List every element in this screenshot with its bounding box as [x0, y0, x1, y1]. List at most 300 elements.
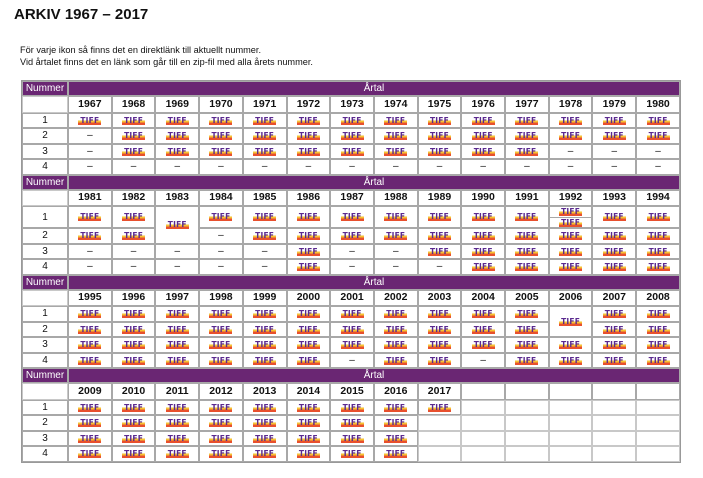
tiff-icon[interactable]: TIFF	[647, 309, 670, 318]
tiff-icon[interactable]: TIFF	[297, 434, 320, 443]
tiff-icon[interactable]: TIFF	[515, 309, 538, 318]
tiff-icon[interactable]: TIFF	[384, 325, 407, 334]
tiff-icon[interactable]: TIFF	[341, 403, 364, 412]
tiff-icon[interactable]: TIFF	[647, 247, 670, 256]
tiff-icon[interactable]: TIFF	[428, 403, 451, 412]
tiff-icon[interactable]: TIFF	[297, 131, 320, 140]
year-link[interactable]: 1974	[374, 96, 418, 113]
tiff-icon[interactable]: TIFF	[647, 325, 670, 334]
issue-cell	[287, 431, 331, 447]
empty-cell	[505, 446, 549, 462]
tiff-icon[interactable]: TIFF	[341, 340, 364, 349]
year-link[interactable]: 1969	[155, 96, 199, 113]
empty-cell	[592, 383, 636, 400]
issue-cell	[155, 306, 199, 322]
tiff-icon[interactable]: TIFF	[253, 309, 276, 318]
tiff-icon[interactable]: TIFF	[209, 356, 232, 365]
issue-cell	[330, 446, 374, 462]
tiff-icon[interactable]: TIFF	[297, 231, 320, 240]
dash: –	[261, 245, 268, 257]
tiff-icon[interactable]: TIFF	[297, 212, 320, 221]
tiff-icon[interactable]: TIFF	[603, 116, 626, 125]
tiff-icon[interactable]: TIFF	[472, 231, 495, 240]
tiff-icon[interactable]: TIFF	[647, 212, 670, 221]
tiff-icon[interactable]: TIFF	[78, 356, 101, 365]
tiff-icon[interactable]: TIFF	[297, 356, 320, 365]
tiff-icon[interactable]: TIFF	[297, 449, 320, 458]
tiff-icon[interactable]: TIFF	[384, 212, 407, 221]
tiff-icon[interactable]: TIFF	[122, 212, 145, 221]
year-link[interactable]: 2015	[330, 383, 374, 400]
tiff-icon[interactable]: TIFF	[122, 403, 145, 412]
tiff-icon[interactable]: TIFF	[428, 325, 451, 334]
tiff-icon[interactable]: TIFF	[209, 147, 232, 156]
year-link[interactable]: 2017	[418, 383, 462, 400]
tiff-icon[interactable]: TIFF	[297, 403, 320, 412]
tiff-icon[interactable]: TIFF	[647, 340, 670, 349]
tiff-icon[interactable]: TIFF	[515, 131, 538, 140]
tiff-icon[interactable]: TIFF	[122, 131, 145, 140]
empty-cell	[505, 431, 549, 447]
year-link[interactable]: 2002	[374, 290, 418, 307]
tiff-icon[interactable]: TIFF	[603, 262, 626, 271]
tiff-icon[interactable]: TIFF	[78, 449, 101, 458]
tiff-icon[interactable]: TIFF	[428, 356, 451, 365]
year-link[interactable]: 1987	[330, 190, 374, 207]
year-link[interactable]: 1999	[243, 290, 287, 307]
year-link[interactable]: 2009	[68, 383, 112, 400]
year-link[interactable]: 2007	[592, 290, 636, 307]
tiff-icon[interactable]: TIFF	[209, 449, 232, 458]
tiff-icon[interactable]: TIFF	[428, 247, 451, 256]
dash: –	[392, 245, 399, 257]
missing-issue	[68, 159, 112, 175]
dash: –	[87, 261, 93, 273]
issue-cell	[418, 400, 462, 416]
dash: –	[218, 230, 224, 242]
year-link[interactable]: 1989	[418, 190, 462, 207]
tiff-icon[interactable]: TIFF	[297, 247, 320, 256]
tiff-icon[interactable]: TIFF	[297, 340, 320, 349]
tiff-icon[interactable]: TIFF	[428, 131, 451, 140]
issue-cell	[461, 113, 505, 129]
tiff-icon[interactable]: TIFF	[384, 403, 407, 412]
tiff-icon[interactable]: TIFF	[166, 325, 189, 334]
tiff-icon[interactable]: TIFF	[166, 220, 189, 229]
issue-cell	[636, 306, 680, 322]
year-link[interactable]: 2005	[505, 290, 549, 307]
issue-cell	[592, 259, 636, 275]
tiff-icon[interactable]: TIFF	[122, 340, 145, 349]
tiff-icon[interactable]: TIFF	[384, 449, 407, 458]
empty-cell	[636, 415, 680, 431]
issue-row	[22, 113, 680, 129]
issue-cell	[418, 113, 462, 129]
tiff-icon[interactable]: TIFF	[253, 147, 276, 156]
year-link[interactable]: 2004	[461, 290, 505, 307]
tiff-icon[interactable]: TIFF	[78, 434, 101, 443]
tiff-icon[interactable]: TIFF	[384, 116, 407, 125]
tiff-icon[interactable]: TIFF	[384, 340, 407, 349]
issue-cell	[68, 415, 112, 431]
issue-cell	[68, 446, 112, 462]
tiff-icon[interactable]: TIFF	[166, 147, 189, 156]
year-link[interactable]: 1988	[374, 190, 418, 207]
tiff-icon[interactable]: TIFF	[341, 147, 364, 156]
issue-cell	[374, 228, 418, 244]
issue-row	[22, 400, 680, 416]
tiff-icon[interactable]: TIFF	[78, 309, 101, 318]
tiff-icon[interactable]: TIFF	[603, 309, 626, 318]
year-link[interactable]: 1993	[592, 190, 636, 207]
tiff-icon[interactable]: TIFF	[341, 231, 364, 240]
issue-cell	[112, 128, 156, 144]
year-link[interactable]: 1977	[505, 96, 549, 113]
tiff-icon[interactable]: TIFF	[603, 212, 626, 221]
issue-cell	[112, 228, 156, 244]
year-link[interactable]: 1976	[461, 96, 505, 113]
year-link[interactable]: 1985	[243, 190, 287, 207]
tiff-icon[interactable]: TIFF	[559, 218, 582, 227]
tiff-icon[interactable]: TIFF	[253, 356, 276, 365]
tiff-icon[interactable]: TIFF	[209, 116, 232, 125]
issue-cell	[243, 337, 287, 353]
issue-cell	[243, 206, 287, 228]
tiff-icon[interactable]: TIFF	[472, 309, 495, 318]
tiff-icon[interactable]: TIFF	[122, 434, 145, 443]
empty-cell	[549, 415, 593, 431]
tiff-icon[interactable]: TIFF	[515, 116, 538, 125]
tiff-icon[interactable]: TIFF	[341, 131, 364, 140]
tiff-icon[interactable]: TIFF	[341, 418, 364, 427]
tiff-icon[interactable]: TIFF	[253, 212, 276, 221]
year-link[interactable]: 1986	[287, 190, 331, 207]
tiff-icon[interactable]: TIFF	[515, 325, 538, 334]
tiff-icon[interactable]: TIFF	[384, 309, 407, 318]
empty-cell	[549, 383, 593, 400]
tiff-icon[interactable]: TIFF	[122, 449, 145, 458]
tiff-icon[interactable]: TIFF	[515, 147, 538, 156]
missing-issue	[243, 244, 287, 260]
year-link[interactable]: 2011	[155, 383, 199, 400]
tiff-icon[interactable]: TIFF	[515, 340, 538, 349]
year-link[interactable]: 1983	[155, 190, 199, 207]
tiff-icon[interactable]: TIFF	[209, 325, 232, 334]
dash: –	[480, 354, 486, 366]
issue-cell	[549, 128, 593, 144]
tiff-icon[interactable]: TIFF	[122, 325, 145, 334]
tiff-icon[interactable]: TIFF	[78, 403, 101, 412]
issue-cell	[330, 322, 374, 338]
year-link[interactable]: 1967	[68, 96, 112, 113]
tiff-icon[interactable]: TIFF	[78, 116, 101, 125]
year-link[interactable]: 1981	[68, 190, 112, 207]
tiff-icon[interactable]: TIFF	[166, 340, 189, 349]
issue-number: 4	[22, 353, 68, 369]
tiff-icon[interactable]: TIFF	[122, 309, 145, 318]
nummer-header: Nummer	[22, 81, 68, 96]
issue-cell	[374, 144, 418, 160]
tiff-icon[interactable]: TIFF	[472, 131, 495, 140]
tiff-icon[interactable]: TIFF	[253, 131, 276, 140]
tiff-icon[interactable]: TIFF	[253, 116, 276, 125]
tiff-icon[interactable]: TIFF	[297, 116, 320, 125]
year-link[interactable]: 1971	[243, 96, 287, 113]
tiff-icon[interactable]: TIFF	[603, 325, 626, 334]
dash: –	[218, 245, 224, 257]
tiff-icon[interactable]: TIFF	[472, 147, 495, 156]
tiff-icon[interactable]: TIFF	[122, 116, 145, 125]
tiff-icon[interactable]: TIFF	[341, 325, 364, 334]
tiff-icon[interactable]: TIFF	[384, 418, 407, 427]
tiff-icon[interactable]: TIFF	[559, 262, 582, 271]
issue-cell	[287, 353, 331, 369]
tiff-icon[interactable]: TIFF	[253, 434, 276, 443]
issue-cell	[374, 431, 418, 447]
tiff-icon[interactable]: TIFF	[253, 403, 276, 412]
tiff-icon[interactable]: TIFF	[384, 231, 407, 240]
tiff-icon[interactable]: TIFF	[472, 212, 495, 221]
tiff-icon[interactable]: TIFF	[559, 116, 582, 125]
tiff-icon[interactable]: TIFF	[384, 434, 407, 443]
empty-cell	[636, 383, 680, 400]
year-link[interactable]: 1998	[199, 290, 243, 307]
year-link[interactable]: 1982	[112, 190, 156, 207]
issue-cell	[155, 353, 199, 369]
issue-cell	[243, 322, 287, 338]
year-link[interactable]: 1992	[549, 190, 593, 207]
year-link[interactable]: 1996	[112, 290, 156, 307]
year-link[interactable]: 2010	[112, 383, 156, 400]
dash: –	[174, 245, 181, 257]
tiff-icon[interactable]: TIFF	[559, 356, 582, 365]
year-link[interactable]: 1978	[549, 96, 593, 113]
tiff-icon[interactable]: TIFF	[78, 231, 101, 240]
issue-row	[22, 353, 680, 369]
year-link[interactable]: 2000	[287, 290, 331, 307]
dash: –	[174, 161, 181, 173]
tiff-icon[interactable]: TIFF	[603, 356, 626, 365]
issue-cell	[374, 322, 418, 338]
tiff-icon[interactable]: TIFF	[472, 116, 495, 125]
year-link[interactable]: 1984	[199, 190, 243, 207]
missing-issue	[330, 259, 374, 275]
year-link[interactable]: 2012	[199, 383, 243, 400]
artal-header: Årtal	[68, 275, 680, 290]
tiff-icon[interactable]: TIFF	[209, 212, 232, 221]
tiff-icon[interactable]: TIFF	[341, 116, 364, 125]
year-link[interactable]: 1997	[155, 290, 199, 307]
tiff-icon[interactable]: TIFF	[341, 309, 364, 318]
tiff-icon[interactable]: TIFF	[472, 247, 495, 256]
tiff-icon[interactable]: TIFF	[297, 309, 320, 318]
block-header-row	[22, 275, 680, 290]
tiff-icon[interactable]: TIFF	[472, 262, 495, 271]
tiff-icon[interactable]: TIFF	[166, 418, 189, 427]
tiff-icon[interactable]: TIFF	[341, 212, 364, 221]
year-link[interactable]: 1995	[68, 290, 112, 307]
tiff-icon[interactable]: TIFF	[122, 147, 145, 156]
tiff-icon[interactable]: TIFF	[166, 309, 189, 318]
issue-number: 1	[22, 400, 68, 416]
issue-row	[22, 128, 680, 144]
tiff-icon[interactable]: TIFF	[297, 262, 320, 271]
tiff-icon[interactable]: TIFF	[166, 116, 189, 125]
tiff-icon[interactable]: TIFF	[515, 262, 538, 271]
year-link[interactable]: 1970	[199, 96, 243, 113]
year-link[interactable]: 2008	[636, 290, 680, 307]
tiff-icon[interactable]: TIFF	[253, 325, 276, 334]
tiff-icon[interactable]: TIFF	[559, 317, 582, 326]
issue-cell	[330, 206, 374, 228]
issue-cell	[199, 322, 243, 338]
tiff-icon[interactable]: TIFF	[647, 262, 670, 271]
year-link[interactable]: 2003	[418, 290, 462, 307]
issue-cell	[155, 400, 199, 416]
dash: –	[392, 261, 399, 273]
issue-cell	[374, 415, 418, 431]
tiff-icon[interactable]: TIFF	[647, 116, 670, 125]
tiff-icon[interactable]: TIFF	[472, 325, 495, 334]
missing-issue	[68, 244, 112, 260]
tiff-icon[interactable]: TIFF	[647, 231, 670, 240]
year-link[interactable]: 1980	[636, 96, 680, 113]
issue-number: 1	[22, 306, 68, 322]
tiff-icon[interactable]: TIFF	[122, 231, 145, 240]
year-link[interactable]: 2001	[330, 290, 374, 307]
issue-cell	[549, 113, 593, 129]
tiff-icon[interactable]: TIFF	[78, 418, 101, 427]
missing-issue	[199, 259, 243, 275]
tiff-icon[interactable]: TIFF	[166, 356, 189, 365]
year-link[interactable]: 2013	[243, 383, 287, 400]
year-link[interactable]: 2014	[287, 383, 331, 400]
tiff-icon[interactable]: TIFF	[78, 325, 101, 334]
tiff-icon[interactable]: TIFF	[297, 418, 320, 427]
tiff-icon[interactable]: TIFF	[209, 131, 232, 140]
tiff-icon[interactable]: TIFF	[515, 356, 538, 365]
tiff-icon[interactable]: TIFF	[209, 418, 232, 427]
tiff-icon[interactable]: TIFF	[253, 340, 276, 349]
tiff-icon[interactable]: TIFF	[559, 207, 582, 216]
tiff-icon[interactable]: TIFF	[603, 340, 626, 349]
issue-cell	[243, 431, 287, 447]
tiff-icon[interactable]: TIFF	[384, 131, 407, 140]
tiff-icon[interactable]: TIFF	[428, 340, 451, 349]
issue-cell	[287, 259, 331, 275]
issue-cell	[418, 206, 462, 228]
tiff-icon[interactable]: TIFF	[559, 340, 582, 349]
year-link[interactable]: 1968	[112, 96, 156, 113]
missing-issue	[199, 228, 243, 244]
year-link[interactable]: 1979	[592, 96, 636, 113]
dash: –	[130, 261, 137, 273]
tiff-icon[interactable]: TIFF	[297, 147, 320, 156]
dash: –	[87, 130, 93, 142]
tiff-icon[interactable]: TIFF	[166, 131, 189, 140]
tiff-icon[interactable]: TIFF	[209, 340, 232, 349]
tiff-icon[interactable]: TIFF	[603, 131, 626, 140]
dash: –	[567, 161, 574, 173]
empty-cell	[592, 431, 636, 447]
issue-cell	[68, 431, 112, 447]
issue-cell	[199, 144, 243, 160]
tiff-icon[interactable]: TIFF	[384, 147, 407, 156]
tiff-icon[interactable]: TIFF	[515, 247, 538, 256]
tiff-icon[interactable]: TIFF	[209, 403, 232, 412]
tiff-icon[interactable]: TIFF	[428, 116, 451, 125]
issue-cell	[461, 259, 505, 275]
issue-cell	[330, 337, 374, 353]
tiff-icon[interactable]: TIFF	[428, 212, 451, 221]
tiff-icon[interactable]: TIFF	[253, 231, 276, 240]
tiff-icon[interactable]: TIFF	[559, 131, 582, 140]
year-link[interactable]: 1972	[287, 96, 331, 113]
tiff-icon[interactable]: TIFF	[78, 340, 101, 349]
tiff-icon[interactable]: TIFF	[603, 231, 626, 240]
year-link[interactable]: 2016	[374, 383, 418, 400]
tiff-icon[interactable]: TIFF	[78, 212, 101, 221]
tiff-icon[interactable]: TIFF	[166, 434, 189, 443]
year-link[interactable]: 1975	[418, 96, 462, 113]
issue-cell	[68, 322, 112, 338]
tiff-icon[interactable]: TIFF	[647, 131, 670, 140]
tiff-icon[interactable]: TIFF	[559, 231, 582, 240]
tiff-icon[interactable]: TIFF	[341, 434, 364, 443]
tiff-icon[interactable]: TIFF	[297, 325, 320, 334]
empty-cell	[461, 446, 505, 462]
issue-cell	[592, 206, 636, 228]
issue-cell	[505, 322, 549, 338]
issue-cell	[243, 228, 287, 244]
issue-cell	[199, 128, 243, 144]
tiff-icon[interactable]: TIFF	[559, 247, 582, 256]
issue-cell	[549, 353, 593, 369]
tiff-icon[interactable]: TIFF	[603, 247, 626, 256]
tiff-icon[interactable]: TIFF	[515, 231, 538, 240]
tiff-icon[interactable]: TIFF	[166, 403, 189, 412]
tiff-icon[interactable]: TIFF	[341, 449, 364, 458]
issue-cell	[461, 206, 505, 228]
tiff-icon[interactable]: TIFF	[384, 356, 407, 365]
empty-cell	[592, 400, 636, 416]
missing-issue	[330, 159, 374, 175]
year-link[interactable]: 1994	[636, 190, 680, 207]
issue-cell	[112, 306, 156, 322]
tiff-icon[interactable]: TIFF	[428, 309, 451, 318]
tiff-icon[interactable]: TIFF	[209, 434, 232, 443]
year-link[interactable]: 1973	[330, 96, 374, 113]
issue-number: 3	[22, 144, 68, 160]
missing-issue	[374, 259, 418, 275]
tiff-icon[interactable]: TIFF	[209, 309, 232, 318]
tiff-icon[interactable]: TIFF	[515, 212, 538, 221]
tiff-icon[interactable]: TIFF	[166, 449, 189, 458]
year-link[interactable]: 1991	[505, 190, 549, 207]
tiff-icon[interactable]: TIFF	[122, 356, 145, 365]
year-link[interactable]: 2006	[549, 290, 593, 307]
tiff-icon[interactable]: TIFF	[428, 147, 451, 156]
tiff-icon[interactable]: TIFF	[122, 418, 145, 427]
year-link[interactable]: 1990	[461, 190, 505, 207]
tiff-icon[interactable]: TIFF	[428, 231, 451, 240]
tiff-icon[interactable]: TIFF	[647, 356, 670, 365]
tiff-icon[interactable]: TIFF	[253, 449, 276, 458]
tiff-icon[interactable]: TIFF	[472, 340, 495, 349]
issue-cell	[287, 144, 331, 160]
issue-cell	[155, 446, 199, 462]
tiff-icon[interactable]: TIFF	[253, 418, 276, 427]
